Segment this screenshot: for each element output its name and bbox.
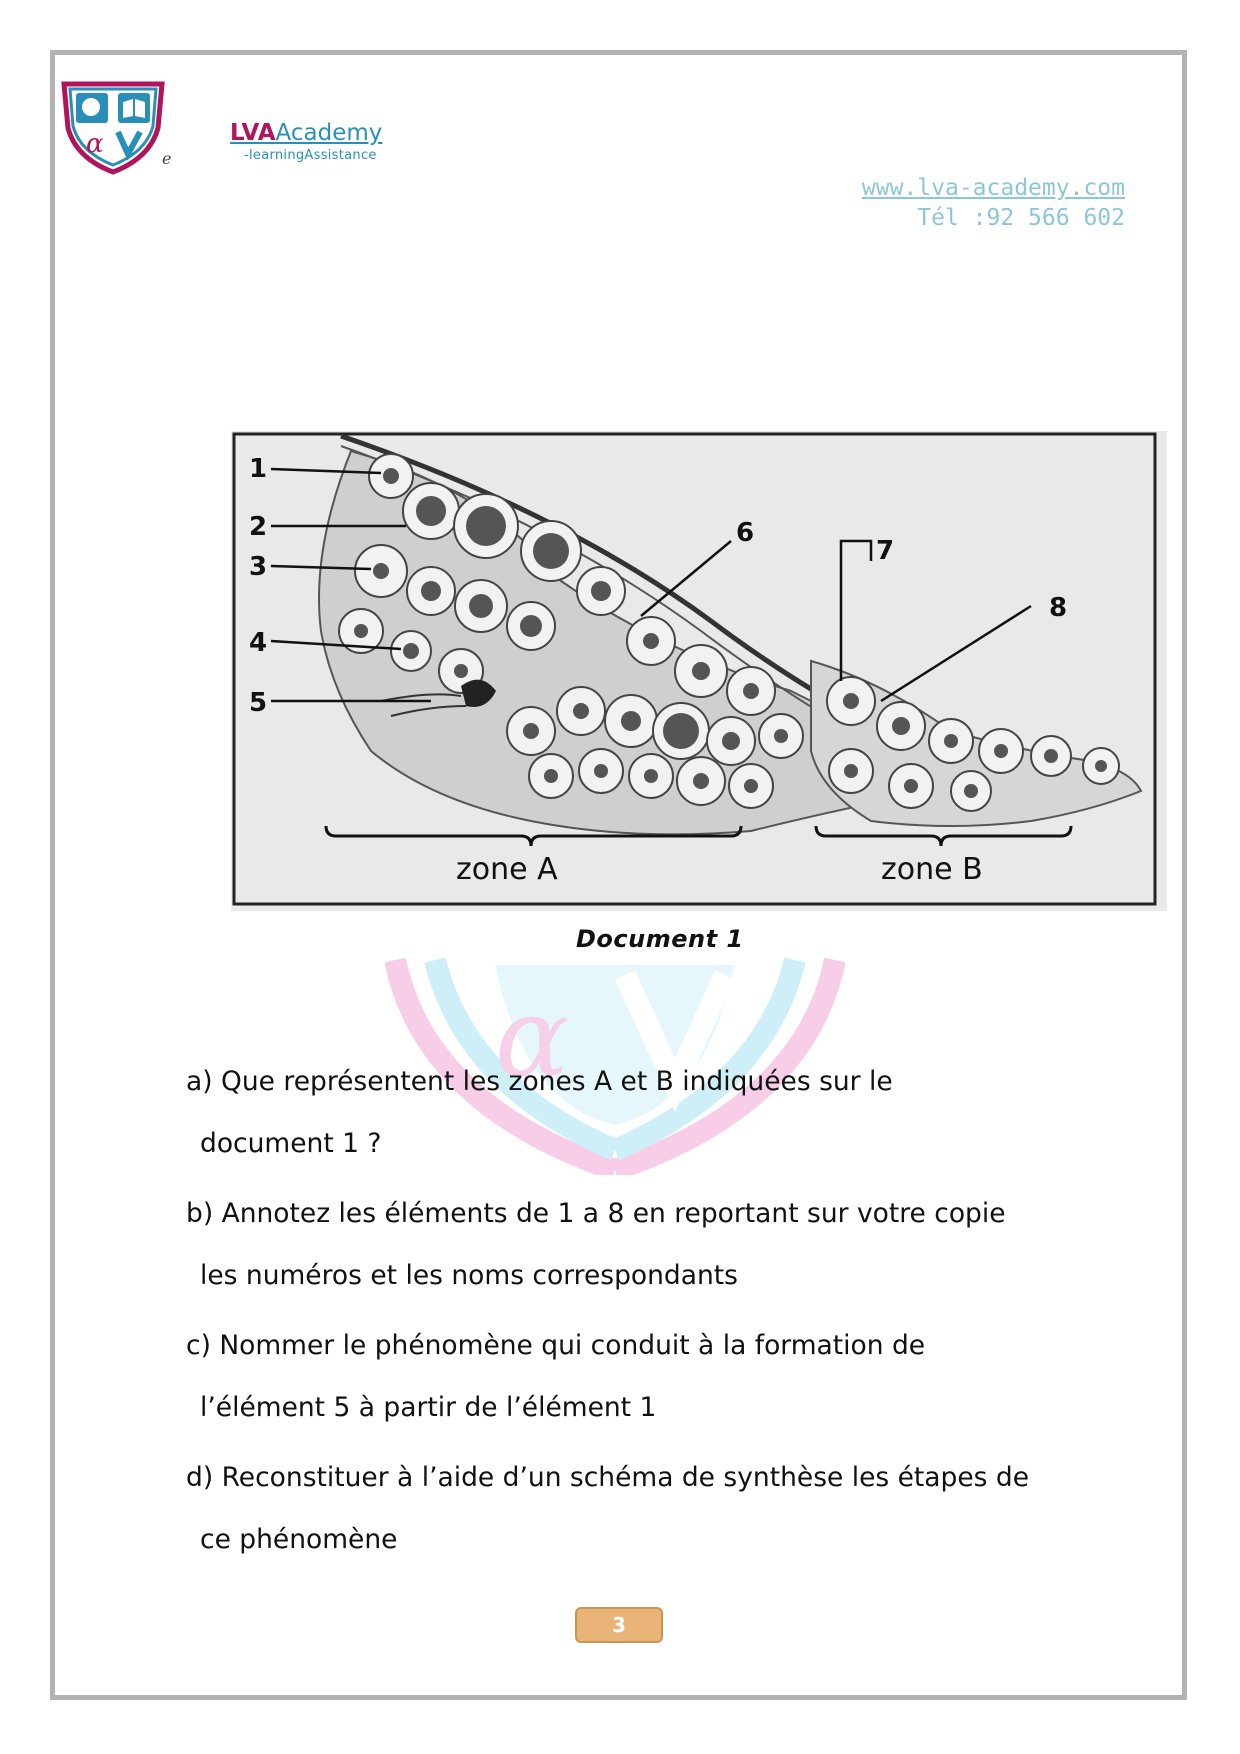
phone-number: Tél :92 566 602 xyxy=(917,205,1125,231)
contact-block xyxy=(862,173,1125,233)
figure-label-4: 4 xyxy=(249,628,268,658)
figure-label-7: 7 xyxy=(876,536,895,566)
website-link[interactable]: www.lva-academy.com xyxy=(861,175,1125,201)
figure-label-5: 5 xyxy=(249,688,268,718)
brand-block xyxy=(230,120,382,163)
document-figure xyxy=(231,431,1167,911)
brand-name: LVAAcademy xyxy=(230,120,383,146)
page-number-badge: 3 xyxy=(575,1607,663,1643)
questions-list xyxy=(186,1060,1066,1588)
figure-caption: Document 1 xyxy=(576,925,744,953)
question-a: a) Que représentent les zones A et B indiquées sur le document 1 ? xyxy=(186,1066,893,1159)
logo-mark-e: e xyxy=(162,149,172,168)
academy-logo xyxy=(58,80,168,175)
figure-label-3: 3 xyxy=(249,552,268,582)
figure-label-8: 8 xyxy=(1049,593,1068,623)
svg-text:α: α xyxy=(495,973,570,1101)
zone-b-label: zone B xyxy=(881,852,983,887)
figure-label-2: 2 xyxy=(249,512,268,542)
brand-tagline: -learningAssistance xyxy=(244,148,377,163)
svg-text:α: α xyxy=(86,129,104,159)
zone-a-label: zone A xyxy=(456,852,558,887)
figure-label-6: 6 xyxy=(736,518,755,548)
question-d: d) Reconstituer à l’aide d’un schéma de synthèse les étapes de ce phénomène xyxy=(186,1462,1030,1555)
question-c: c) Nommer le phénomène qui conduit à la formation de l’élément 5 à partir de l’élément 1 xyxy=(186,1330,926,1423)
figure-label-1: 1 xyxy=(249,454,268,484)
question-b: b) Annotez les éléments de 1 a 8 en reportant sur votre copie les numéros et les noms correspondants xyxy=(186,1198,1006,1291)
